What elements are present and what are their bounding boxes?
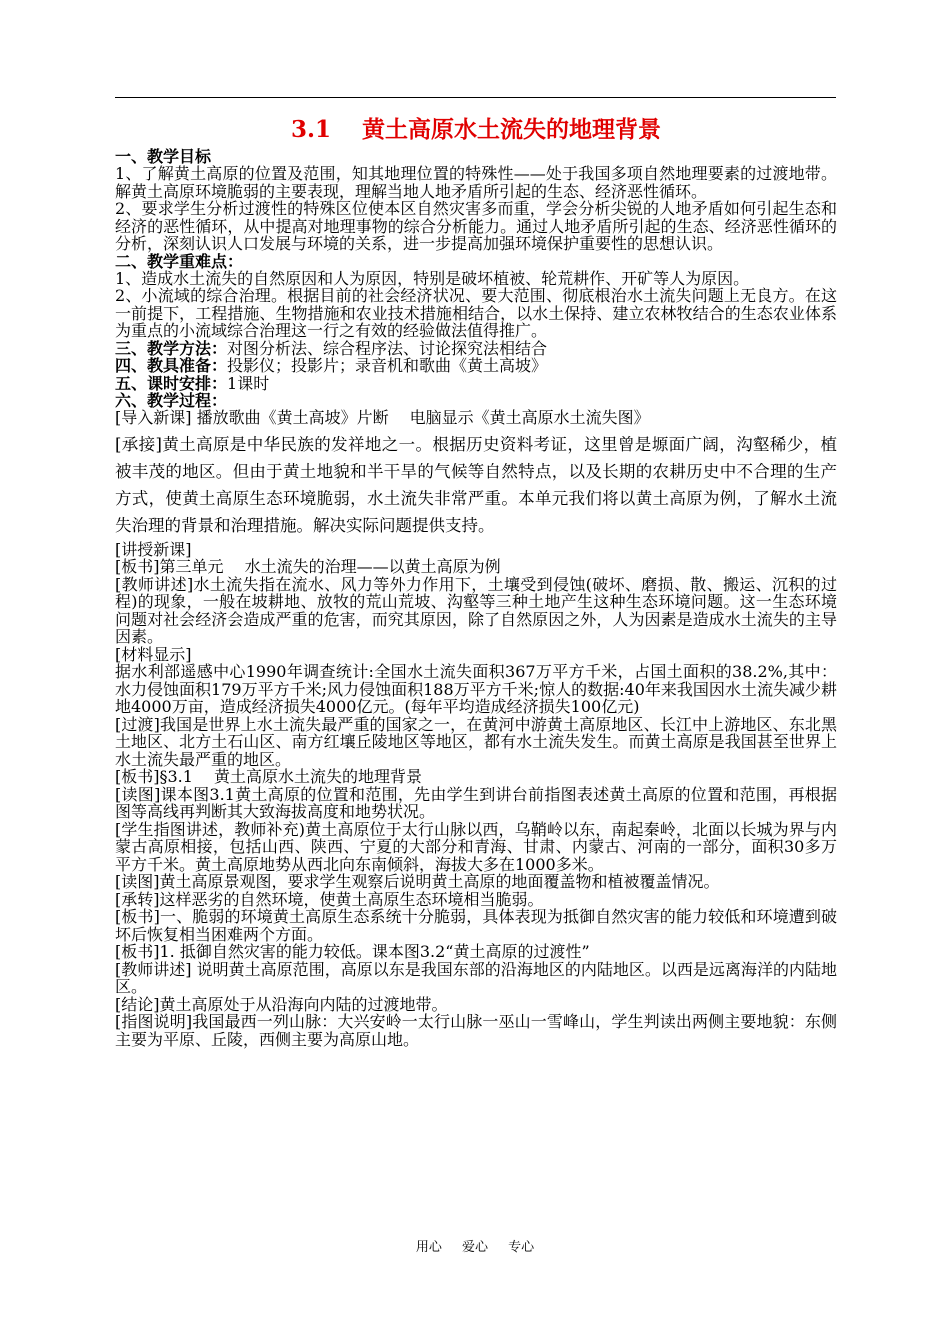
method-line <box>115 340 837 358</box>
section-heading-goals: 一、教学目标 <box>115 147 212 166</box>
paragraph: [承转]这样恶劣的自然环境，使黄土高原生态环境相当脆弱。 <box>115 889 544 909</box>
paragraph: [板书]第三单元 水土流失的治理——以黄土高原为例 <box>115 557 501 576</box>
paragraph: [导入新课] 播放歌曲《黄土高坡》片断 电脑显示《黄土高原水土流失图》 <box>115 408 650 427</box>
paragraph: [读图]黄土高原景观图，要求学生观察后说明黄土高原的地面覆盖物和植被覆盖情况。 <box>115 872 720 891</box>
paragraph: [学生指图讲述，教师补充)黄土高原位于太行山脉以西，乌鞘岭以东，南起秦岭，北面以长城为界与内蒙古高原相接，包括山西、陕西、宁夏的大部分和青海、甘肃、内蒙古、河南的一部分，面积30多万平方千米。黄土高原地势从西北向东南倾斜，海拔大多在1000多米。 <box>115 819 837 874</box>
paragraph: [板书]一、脆弱的环境黄土高原生态系统十分脆弱，具体表现为抵御自然灾害的能力较低和环境遭到破坏后恢复相当困难两个方面。 <box>115 907 837 944</box>
hours-line <box>115 375 837 393</box>
paragraph: [承接]黄土高原是中华民族的发祥地之一。根据历史资料考证，这里曾是塬面广阔，沟壑稀少，植被丰茂的地区。但由于黄土地貌和半干旱的气候等自然特点，以及长期的农耕历史中不合理的生产方式，使黄土高原生态环境脆弱，水土流失非常严重。本单元我们将以黄土高原为例，了解水土流失治理的背景和治理措施。解决实际问题提供支持。 <box>115 434 837 535</box>
paragraph: 2、要求学生分析过渡性的特殊区位使本区自然灾害多而重，学会分析尖锐的人地矛盾如何引起生态和经济的恶性循环，从中提高对地理事物的综合分析能力。通过人地矛盾所引起的生态、经济恶性循环的分析，深刻认识人口发展与环境的关系，进一步提高加强环境保护重要性的思想认识。 <box>115 199 837 253</box>
methods-text: 对图分析法、综合程序法、讨论探究法相结合 <box>227 338 548 358</box>
tools-line <box>115 357 837 375</box>
header-rule <box>115 97 836 98</box>
paragraph: [板书]1. 抵御自然灾害的能力较低。课本图3.2“黄土高原的过渡性” <box>115 942 590 961</box>
paragraph: [教师讲述]水土流失指在流水、风力等外力作用下，土壤受到侵蚀(破坏、磨损、散、搬运、沉积的过程)的现象，一般在坡耕地、放牧的荒山荒坡、沟壑等三种土地产生这种生态环境问题。这一生态环境问题对社会经济会造成严重的危害，而究其原因，除了自然原因之外，人为因素是造成水土流失的主导因素。 <box>115 574 837 646</box>
document-body <box>115 114 837 1048</box>
paragraph: [读图]课本图3.1黄土高原的位置和范围，先由学生到讲台前指图表述黄土高原的位置和范围，再根据图等高线再判断其大致海拔高度和地势状况。 <box>115 784 837 821</box>
footer-word: 用心 <box>415 1240 442 1255</box>
paragraph: [材料显示] <box>115 644 192 664</box>
paragraph: [板书]§3.1 黄土高原水土流失的地理背景 <box>115 767 423 786</box>
hours-text: 1课时 <box>227 373 270 393</box>
paragraph: 1、了解黄土高原的位置及范围，知其地理位置的特殊性——处于我国多项自然地理要素的过渡地带。解黄土高原环境脆弱的主要表现，理解当地人地矛盾所引起的生态、经济恶性循环。 <box>115 164 837 201</box>
section-heading-hours: 五、课时安排： <box>115 373 228 393</box>
page-footer <box>0 1236 950 1255</box>
paragraph: [结论]黄土高原处于从沿海向内陆的过渡地带。 <box>115 994 448 1014</box>
section-heading-process: 六、教学过程： <box>115 391 228 410</box>
paragraph: [讲授新课] <box>115 539 192 559</box>
paragraph: 1、造成水土流失的自然原因和人为原因，特别是破坏植被、轮荒耕作、开矿等人为原因。 <box>115 268 750 288</box>
footer-word: 爱心 <box>461 1240 488 1255</box>
paragraph: [过渡]我国是世界上水土流失最严重的国家之一，在黄河中游黄土高原地区、长江中上游地区、东北黑土地区、北方土石山区、南方红壤丘陵地区等地区，都有水土流失发生。而黄土高原是我国甚至世界上水土流失最严重的地区。 <box>115 714 837 769</box>
section-heading-tools: 四、教具准备： <box>115 356 228 375</box>
section-heading-key-points: 二、教学重难点： <box>115 251 244 271</box>
paragraph: [教师讲述] 说明黄土高原范围，高原以东是我国东部的沿海地区的内陆地区。以西是远离海洋的内陆地区。 <box>115 959 837 996</box>
paragraph: 2、小流域的综合治理。根据目前的社会经济状况、要大范围、彻底根治水土流失问题上无良方。在这一前提下，工程措施、生物措施和农业技术措施相结合，以水土保持、建立农林牧结合的生态农业体系为重点的小流域综合治理这一行之有效的经验做法值得推广。 <box>115 286 837 340</box>
paragraph: [指图说明]我国最西一列山脉：大兴安岭一太行山脉一巫山一雪峰山，学生判读出两侧主要地貌：东侧主要为平原、丘陵，西侧主要为高原山地。 <box>115 1012 837 1049</box>
paragraph: 据水利部遥感中心1990年调查统计:全国水土流失面积367万平方千米，占国土面积的38.2%,其中：水力侵蚀面积179万平方千米;风力侵蚀面积188万平方千米;惊人的数据:40年来我国因水土流失减少耕地4000万亩，造成经济损失4000亿元。(每年平均造成经济损失100亿元) <box>115 662 837 716</box>
section-heading-methods: 三、教学方法： <box>115 338 228 358</box>
tools-text: 投影仪；投影片；录音机和歌曲《黄土高坡》 <box>227 356 548 375</box>
footer-word: 专心 <box>508 1240 535 1255</box>
document-title: 3.1 黄土高原水土流失的地理背景 <box>290 116 662 143</box>
